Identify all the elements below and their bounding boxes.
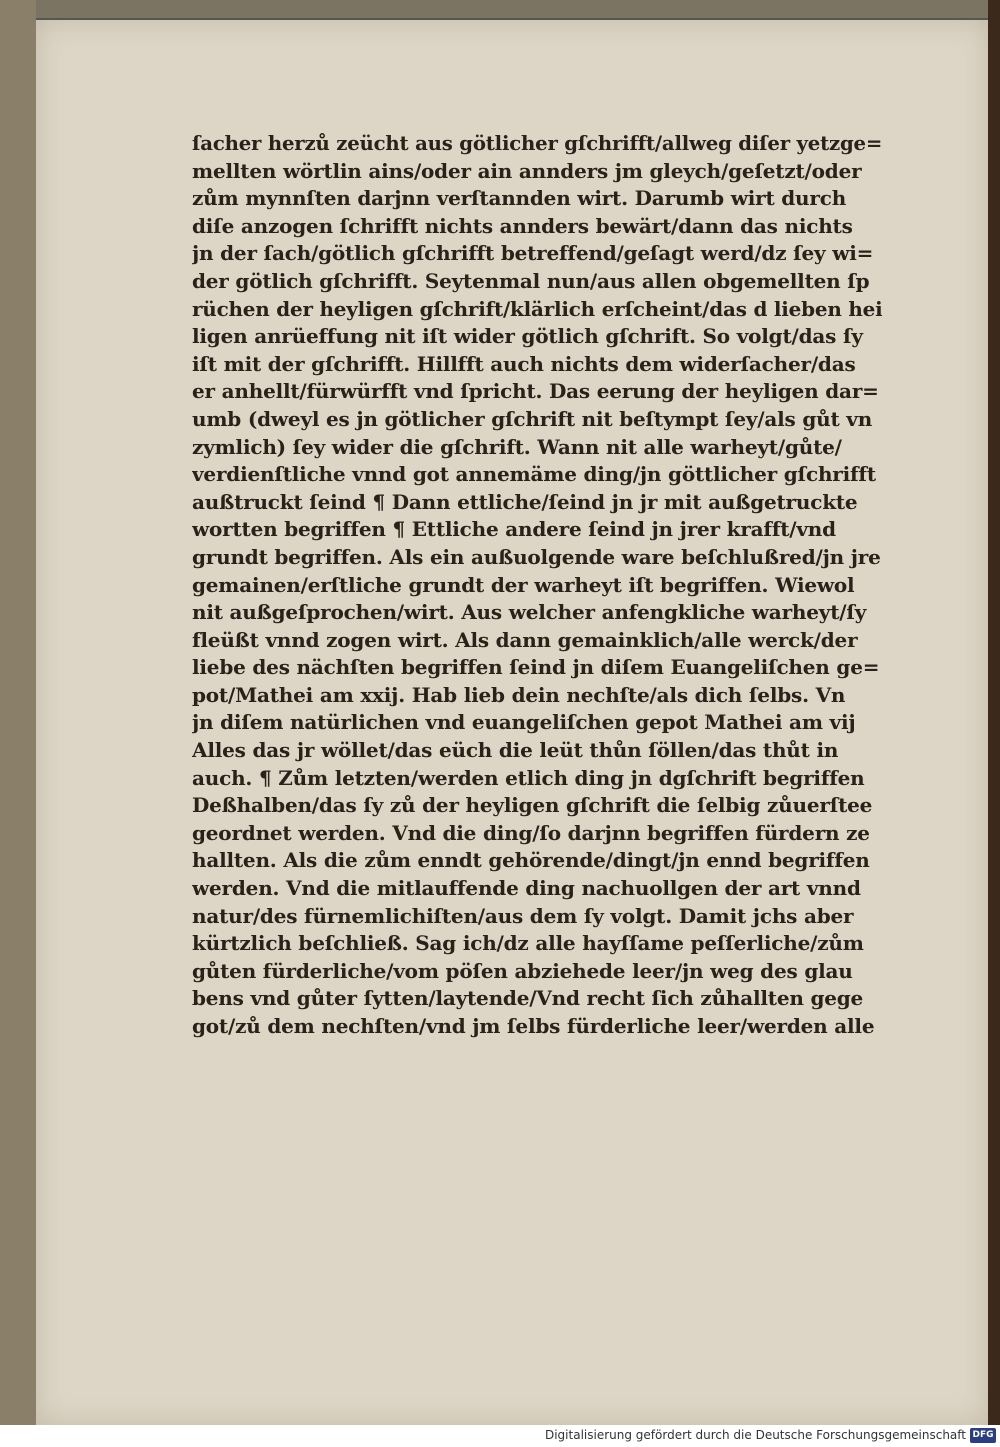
text-line: der götlich gſchrifft. Seytenmal nun/aus allen obgemellten ſp	[192, 268, 870, 293]
text-line: diſe anzogen ſchrifft nichts annders bewärt/dann das nichts	[192, 213, 853, 238]
cover-board-top	[0, 0, 1000, 18]
text-line: wortten begriffen ¶ Ettliche andere ſeind jn jrer krafft/vnd	[192, 517, 836, 542]
text-line: er anhellt/fürwürfft vnd ſpricht. Das eerung der heyligen dar=	[192, 379, 879, 404]
book-page	[36, 20, 988, 1425]
text-line: grundt begriffen. Als ein außuolgende ware beſchlußred/jn jre	[192, 544, 881, 569]
text-line: zům mynnſten darjnn verſtannden wirt. Darumb wirt durch	[192, 186, 847, 211]
text-line: auch. ¶ Zům letzten/werden etlich ding jn dgſchrift begriffen	[192, 765, 865, 790]
funding-credit: Digitalisierung gefördert durch die Deutsche Forschungsgemeinschaft	[544, 1428, 966, 1442]
text-line: hallten. Als die zům enndt gehörende/dingt/jn ennd begriffen	[192, 848, 870, 873]
text-line: rüchen der heyligen gſchrift/klärlich erſcheint/das d lieben hei	[192, 296, 883, 321]
text-line: liebe des nächſten begriffen ſeind jn diſem Euangeliſchen ge=	[192, 655, 880, 680]
text-line: jn diſem natürlichen vnd euangeliſchen gepot Mathei am vij	[192, 710, 856, 735]
cover-board-right	[988, 0, 1000, 1425]
text-line: jn der ſach/götlich gſchrifft betreffend/geſagt werd/dz ſey wi=	[192, 241, 874, 266]
text-line: gemainen/erſtliche grundt der warheyt iſt begriffen. Wiewol	[192, 572, 855, 597]
text-line: iſt mit der gſchrifft. Hillfft auch nichts dem widerſacher/das	[192, 351, 856, 376]
dfg-logo-icon: DFG	[970, 1428, 996, 1443]
text-line: zymlich) ſey wider die gſchrift. Wann nit alle warheyt/gůte/	[192, 434, 842, 459]
page-text-block	[192, 130, 882, 1041]
text-line: geordnet werden. Vnd die ding/ſo darjnn begriffen fürdern ze	[192, 820, 870, 845]
text-line: natur/des fürnemlichiſten/aus dem ſy volgt. Damit jchs aber	[192, 903, 854, 928]
text-line: ſacher herzů zeücht aus götlicher gſchrifft/allweg diſer yetzge=	[192, 131, 882, 155]
text-line: Deßhalben/das ſy zů der heyligen gſchrift die ſelbig zůuerſtee	[192, 793, 873, 818]
text-line: verdienſtliche vnnd got annemäme ding/jn göttlicher gſchrifft	[192, 462, 876, 487]
footer-bar	[0, 1425, 1000, 1447]
text-line: got/zů dem nechſten/vnd jm ſelbs fürderliche leer/werden alle	[192, 1014, 875, 1038]
text-line: außtruckt ſeind ¶ Dann ettliche/ſeind jn jr mit außgetruckte	[192, 489, 858, 514]
text-line: fleüßt vnnd zogen wirt. Als dann gemainklich/alle werck/der	[192, 627, 858, 652]
text-line: bens vnd gůter ſytten/laytende/Vnd recht ſich zůhallten gege	[192, 986, 864, 1011]
text-line: gůten fürderliche/vom pöſen abziehede leer/jn weg des glau	[192, 958, 853, 983]
text-line: umb (dweyl es jn götlicher gſchrift nit beſtympt ſey/als gůt vn	[192, 406, 873, 431]
text-line: nit außgeſprochen/wirt. Aus welcher anfengkliche warheyt/ſy	[192, 600, 867, 625]
text-line: kürtzlich beſchließ. Sag ich/dz alle hayſſame peſſerliche/zům	[192, 931, 864, 956]
text-line: ligen anrüeffung nit iſt wider götlich gſchrift. So volgt/das ſy	[192, 324, 863, 349]
text-line: pot/Mathei am xxij. Hab lieb dein nechſte/als dich ſelbs. Vn	[192, 682, 846, 707]
cover-board-left	[0, 0, 36, 1425]
text-line: werden. Vnd die mitlauffende ding nachuollgen der art vnnd	[192, 876, 861, 901]
text-line: Alles das jr wöllet/das eüch die leüt thůn ſöllen/das thůt in	[192, 738, 839, 763]
text-line: mellten wörtlin ains/oder ain annders jm gleych/geſetzt/oder	[192, 158, 862, 183]
